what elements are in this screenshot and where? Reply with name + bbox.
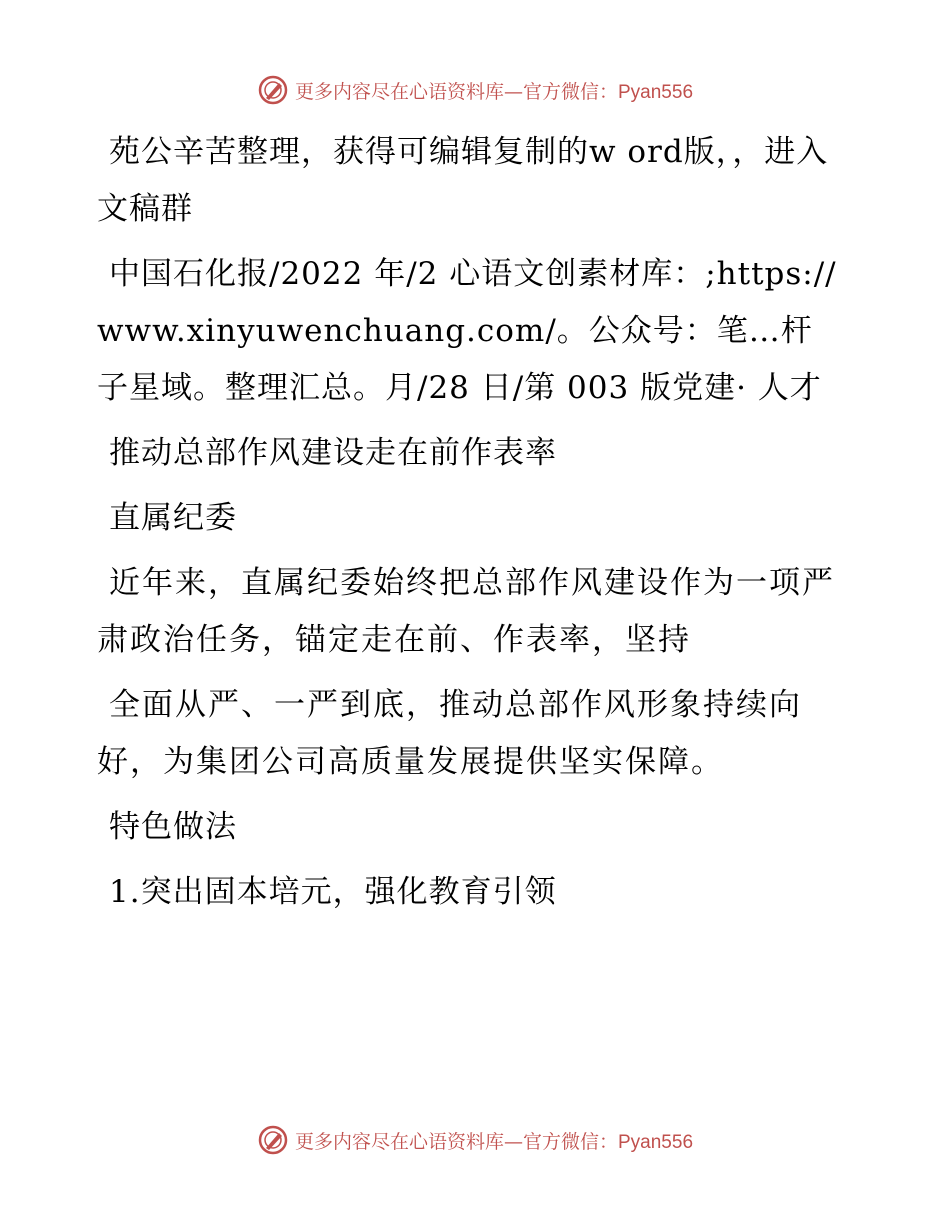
banner-text: 更多内容尽在心语资料库— <box>294 1130 523 1153</box>
pen-circle-icon <box>257 1124 289 1156</box>
article-author: 直属纪委 <box>109 500 237 536</box>
footer-watermark-banner <box>0 1120 950 1160</box>
subsection-heading: 1.突出固本培元，强化教育引领 <box>109 874 557 910</box>
article-title: 推动总部作风建设走在前作表率 <box>109 435 557 471</box>
paragraph-body-2: 全面从严、一严到底，推动总部作风形象持续向好，为集团公司高质量发展提供坚实保障。 <box>97 687 802 780</box>
banner-text: 更多内容尽在心语资料库— <box>294 80 523 103</box>
document-body <box>97 124 842 929</box>
pen-circle-icon <box>257 74 289 106</box>
banner-wechat: 官方微信：Pyan556 <box>523 1131 694 1153</box>
paragraph-intro: 苑公辛苦整理，获得可编辑复制的w ord版，，进入文稿群 <box>97 134 829 227</box>
section-heading: 特色做法 <box>109 809 237 845</box>
banner-wechat: 官方微信：Pyan556 <box>523 81 694 103</box>
paragraph-body-1: 近年来，直属纪委始终把总部作风建设作为一项严肃政治任务，锚定走在前、作表率，坚持 <box>97 565 835 658</box>
paragraph-source: 中国石化报/2022 年/2 心语文创素材库：;https://www.xinyuwenchuang.com/。公众号：笔…杆子星域。整理汇总。月/28 日/第 003 版党建· 人才 <box>97 256 837 406</box>
header-watermark-banner <box>0 70 950 110</box>
